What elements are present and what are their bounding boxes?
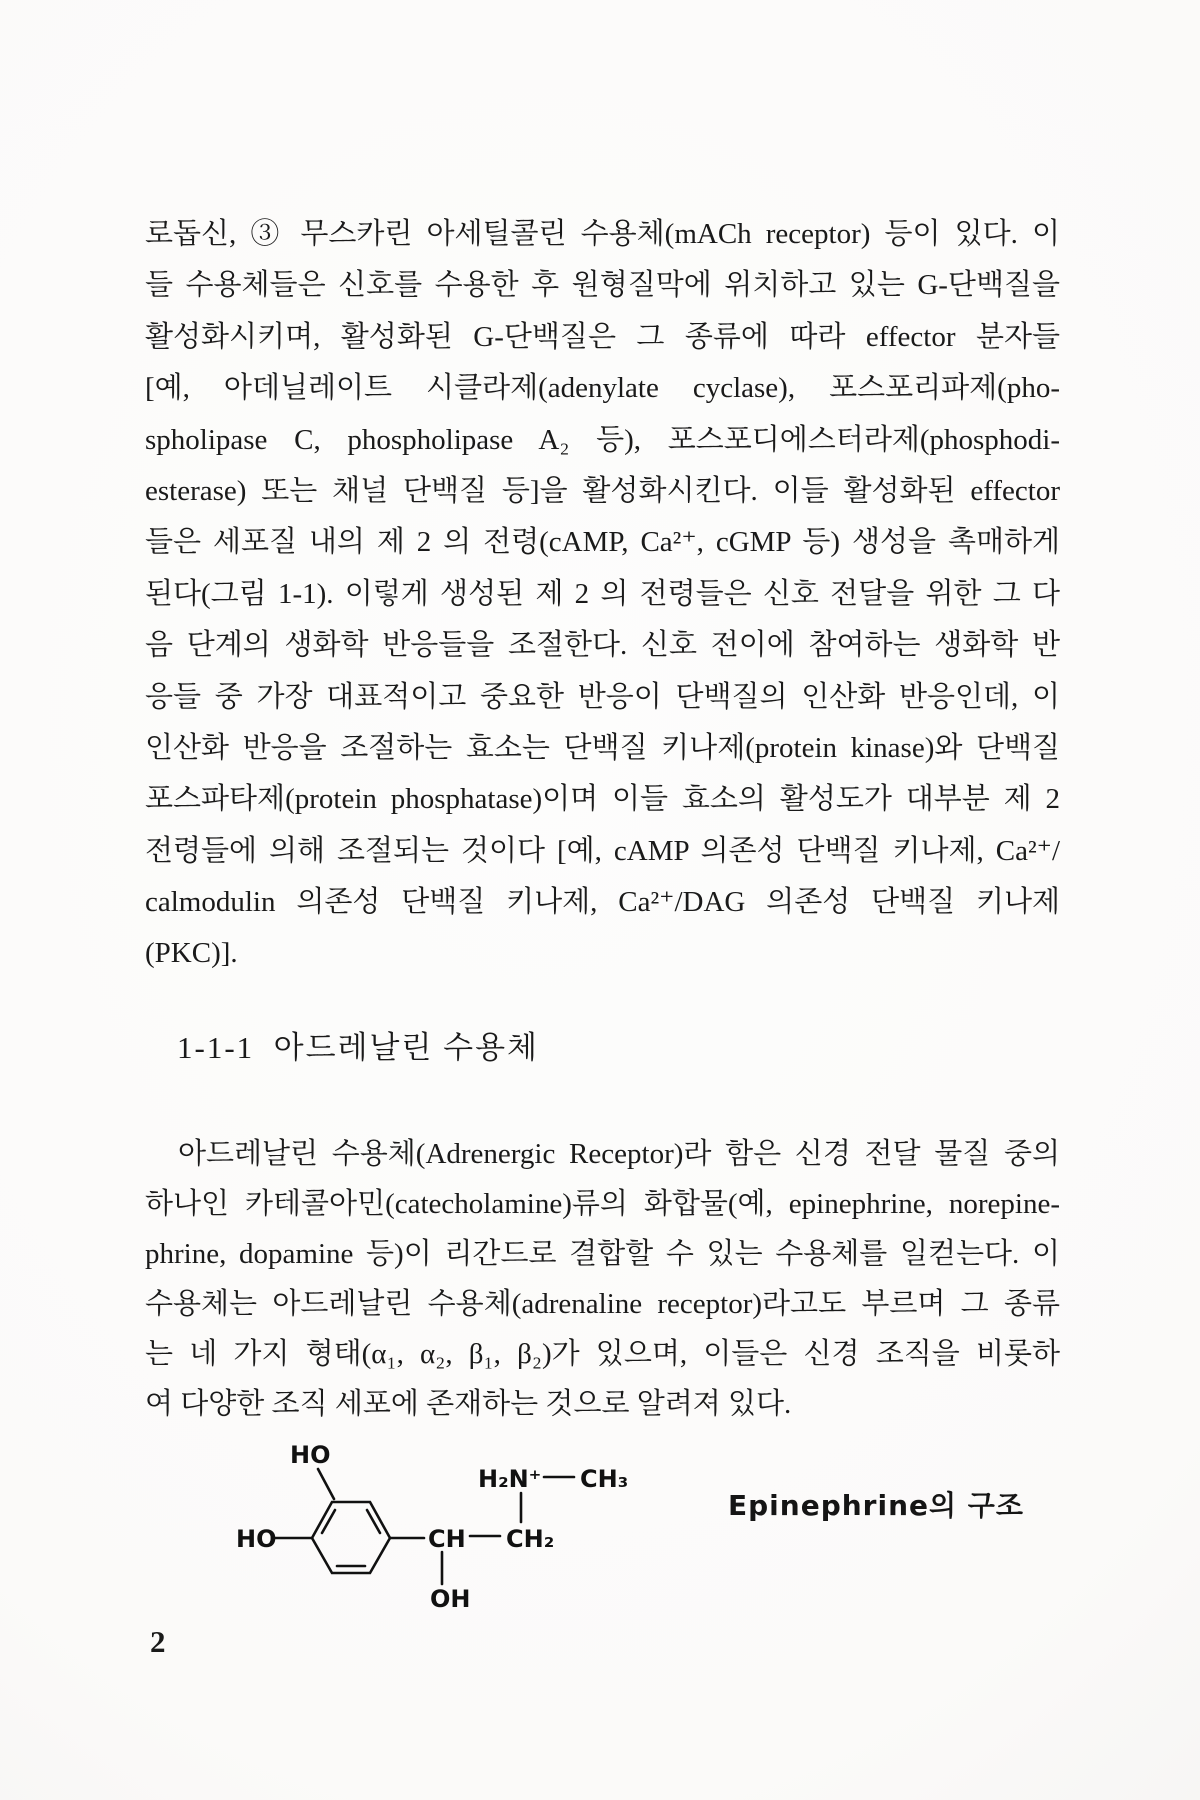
ho-top-label: HO [290, 1441, 331, 1469]
text-line: 로돕신, ③ 무스카린 아세틸콜린 수용체(mACh receptor) 등이 있다. 이 [145, 218, 1060, 250]
text-line: esterase) 또는 채널 단백질 등]을 활성화시킨다. 이들 활성화된 effector [145, 474, 1060, 507]
text-line: 들은 세포질 내의 제 2 의 전령(cAMP, Ca²⁺, cGMP 등) 생성을 촉매하게 [145, 526, 1060, 559]
text-line: [예, 아데닐레이트 시클라제(adenylate cyclase), 포스포리파제(pho- [145, 372, 1060, 405]
text-line: 수용체는 아드레날린 수용체(adrenaline receptor)라고도 부르며 그 종류 [145, 1288, 1060, 1320]
ch-label: CH [428, 1525, 466, 1553]
page-number: 2 [150, 1624, 166, 1659]
text-line: spholipase C, phospholipase A₂ 등), 포스포디에스터라제(phosphodi- [145, 423, 1060, 456]
text-line: 는 네 가지 형태(α₁, α₂, β₁, β₂)가 있으며, 이들은 신경 조직을 비롯하 [145, 1338, 1060, 1370]
text-line: 활성화시키며, 활성화된 G-단백질은 그 종류에 따라 effector 분자들 [145, 320, 1060, 353]
text-line: 인산화 반응을 조절하는 효소는 단백질 키나제(protein kinase)와 단백질 [145, 731, 1060, 764]
h2n-label: H₂N⁺ [478, 1465, 542, 1493]
oh-label: OH [430, 1585, 471, 1613]
section-heading: 1-1-1 아드레날린 수용체 [177, 1030, 539, 1065]
text-line: 포스파타제(protein phosphatase)이며 이들 효소의 활성도가 대부분 제 2 [145, 783, 1060, 816]
epinephrine-structure-diagram [230, 1430, 670, 1660]
paragraph-1 [145, 209, 1060, 980]
paragraph-2 [145, 1129, 1060, 1429]
ho-left-label: HO [236, 1525, 277, 1553]
ch3-label: CH₃ [580, 1465, 629, 1493]
benzene-ring [312, 1502, 390, 1573]
figure-caption: Epinephrine의 구조 [728, 1489, 1024, 1522]
text-line: 전령들에 의해 조절되는 것이다 [예, cAMP 의존성 단백질 키나제, Ca²⁺/ [145, 834, 1060, 867]
text-line: calmodulin 의존성 단백질 키나제, Ca²⁺/DAG 의존성 단백질 키나제 [145, 886, 1060, 919]
text-line: 된다(그림 1-1). 이렇게 생성된 제 2 의 전령들은 신호 전달을 위한 그 다 [145, 577, 1060, 610]
text-line: 들 수용체들은 신호를 수용한 후 원형질막에 위치하고 있는 G-단백질을 [145, 269, 1060, 302]
text-line: 여 다양한 조직 세포에 존재하는 것으로 알려져 있다. [145, 1388, 792, 1420]
text-line: 아드레날린 수용체(Adrenergic Receptor)라 함은 신경 전달 물질 중의 [178, 1138, 1060, 1170]
text-line: phrine, dopamine 등)이 리간드로 결합할 수 있는 수용체를 일컫는다. 이 [145, 1238, 1060, 1270]
text-line: 응들 중 가장 대표적이고 중요한 반응이 단백질의 인산화 반응인데, 이 [145, 680, 1060, 713]
text-line: (PKC)]. [145, 937, 238, 970]
ch2-label: CH₂ [506, 1525, 555, 1553]
epinephrine-structure-figure [230, 1430, 670, 1665]
text-line: 하나인 카테콜아민(catecholamine)류의 화합물(예, epinephrine, norepine- [145, 1188, 1060, 1220]
text-line: 음 단계의 생화학 반응들을 조절한다. 신호 전이에 참여하는 생화학 반 [145, 629, 1060, 662]
